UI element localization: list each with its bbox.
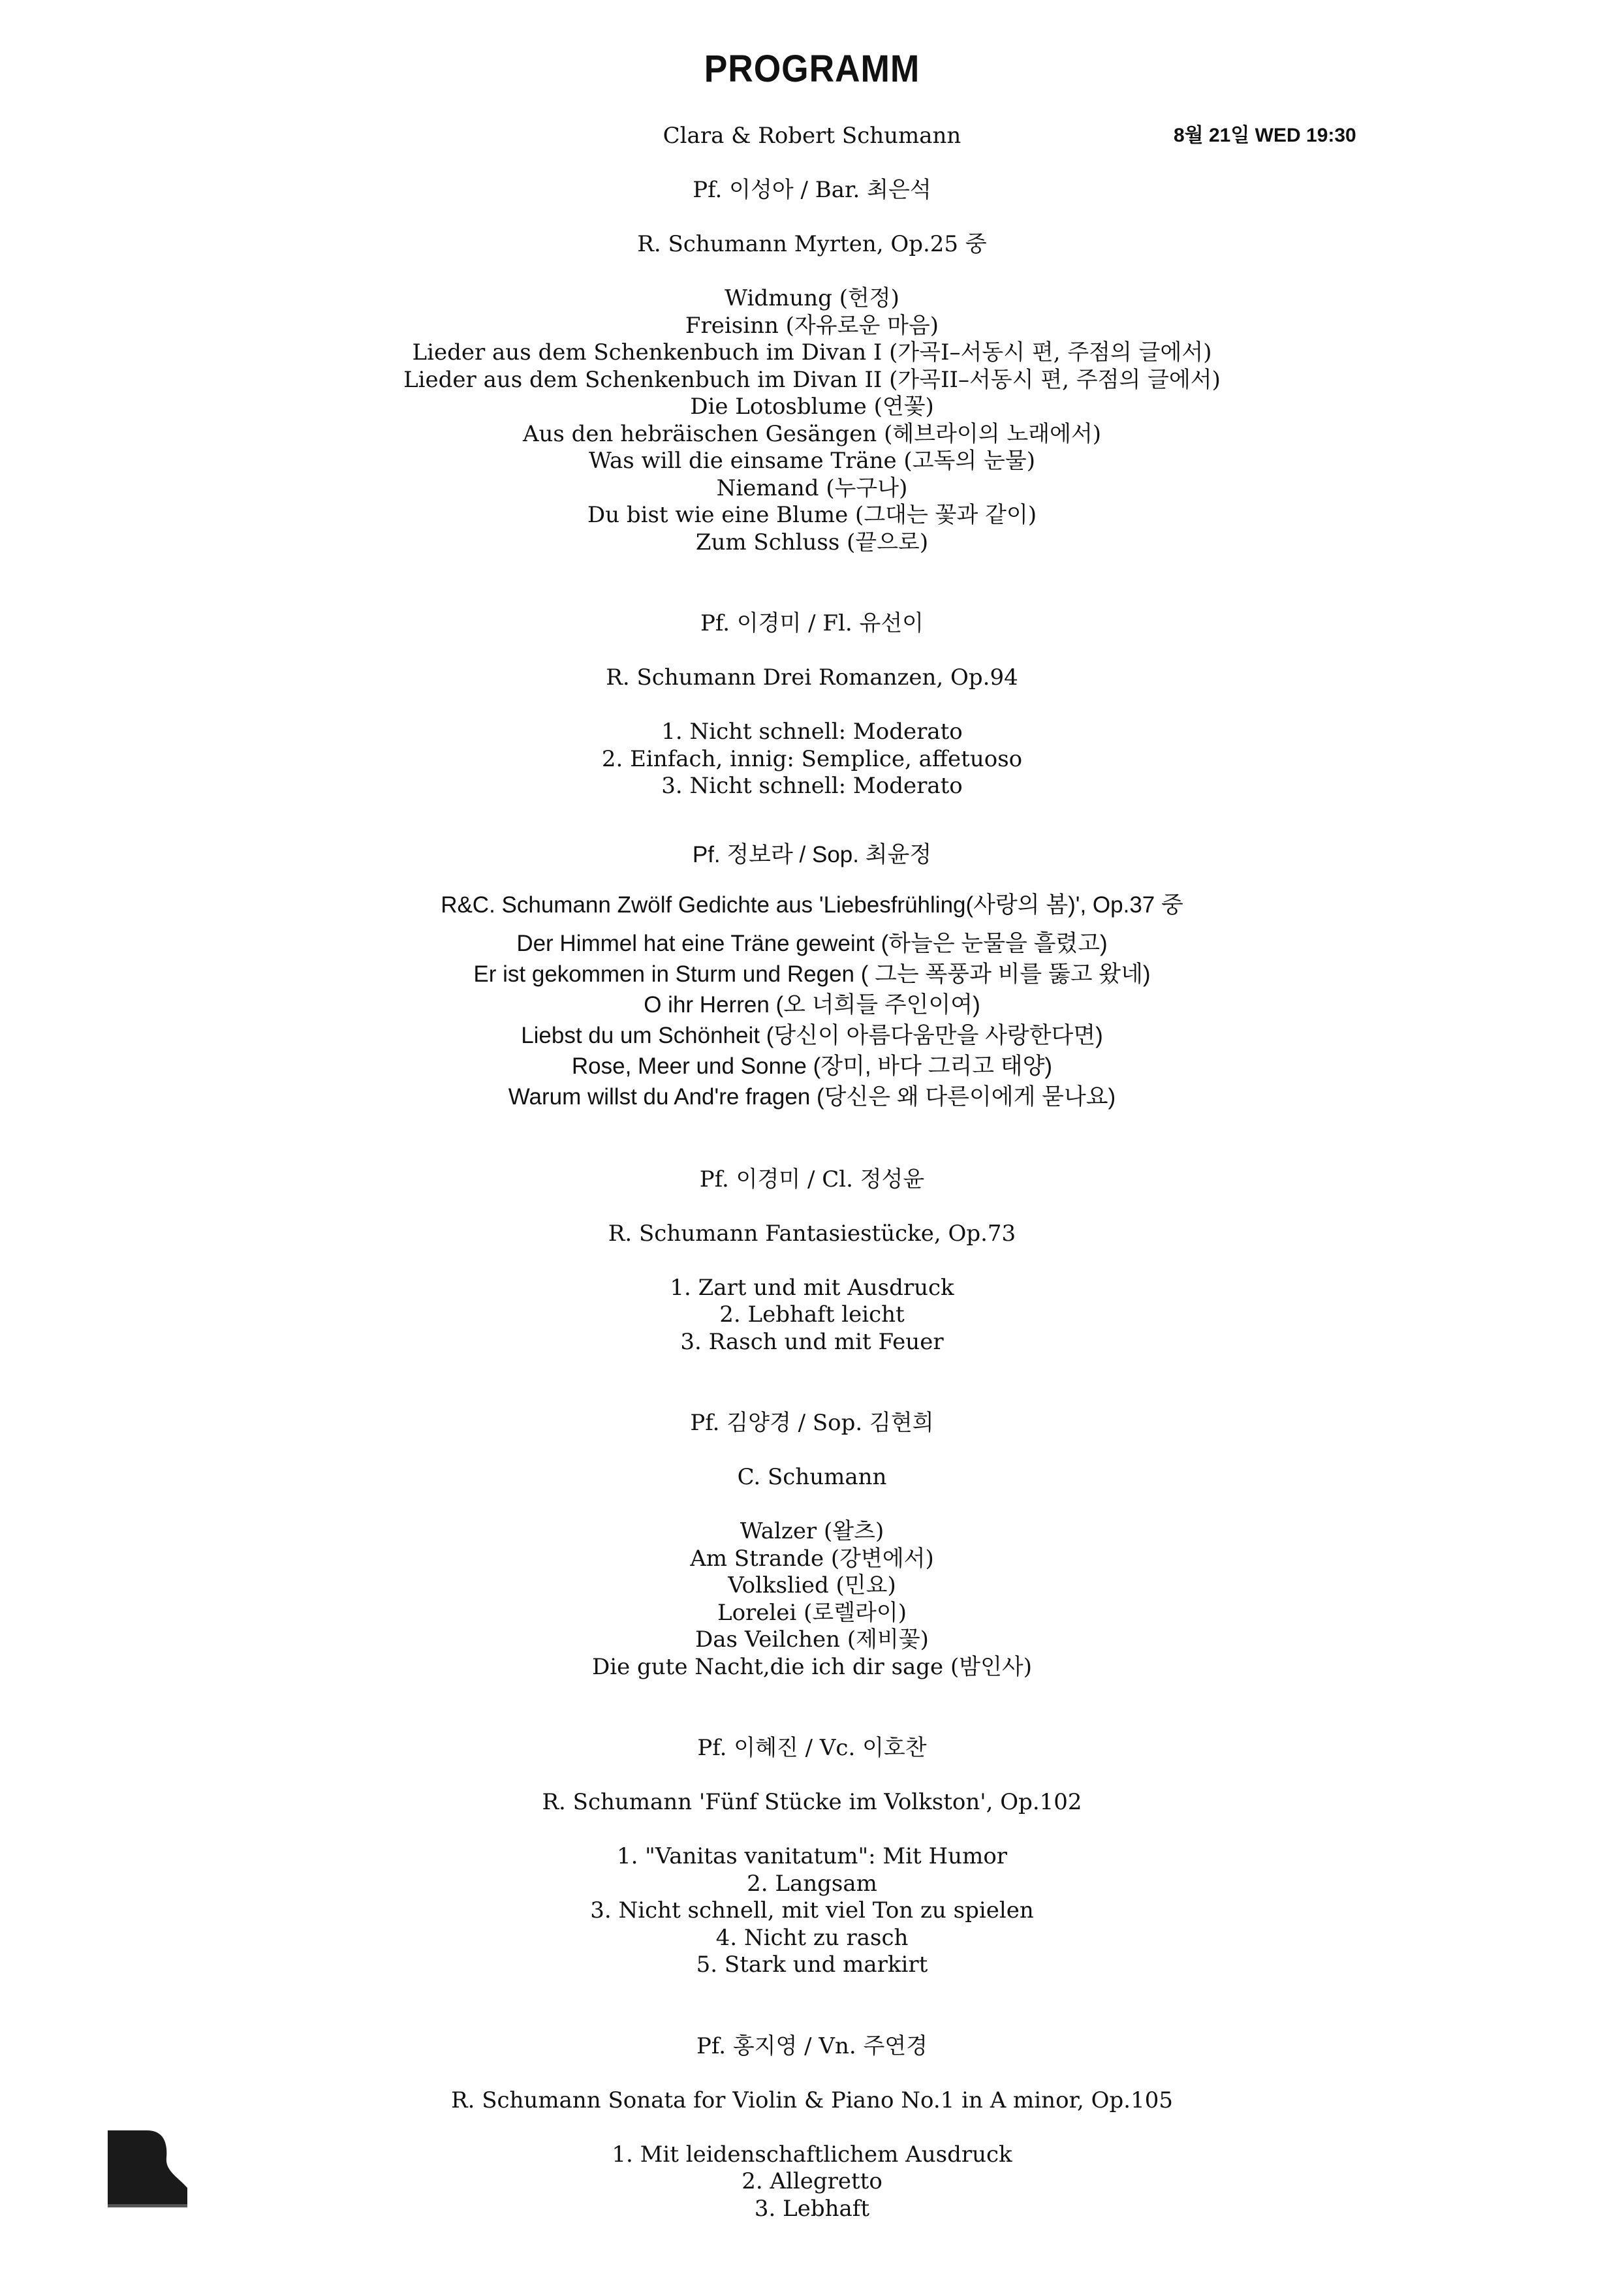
list-item: 1. Mit leidenschaftlichem Ausdruck bbox=[612, 2141, 1012, 2168]
list-item: Der Himmel hat eine Träne geweint (하늘은 눈물을 흘렸고) bbox=[516, 930, 1108, 956]
list-item: Am Strande (강변에서) bbox=[690, 1545, 934, 1572]
program-section-sans bbox=[0, 839, 1624, 1112]
list-item: Volkslied (민요) bbox=[728, 1572, 896, 1598]
performers-line: Pf. 이경미 / Fl. 유선이 bbox=[700, 610, 924, 636]
performers-line: Pf. 정보라 / Sop. 최윤정 bbox=[692, 841, 932, 867]
list-item: 2. Langsam bbox=[747, 1870, 877, 1897]
page-title: PROGRAMM bbox=[704, 48, 920, 90]
list-item: Rose, Meer und Sonne (장미, 바다 그리고 태양) bbox=[571, 1053, 1053, 1079]
list-item: Zum Schluss (끝으로) bbox=[695, 529, 929, 555]
performers-line: Pf. 이혜진 / Vc. 이호찬 bbox=[697, 1735, 927, 1761]
list-item: Lieder aus dem Schenkenbuch im Divan I (가곡I–서동시 편, 주점의 글에서) bbox=[412, 339, 1212, 366]
list-item: Walzer (왈츠) bbox=[740, 1518, 884, 1544]
list-item: 5. Stark und markirt bbox=[696, 1952, 928, 1978]
work-title: R. Schumann Myrten, Op.25 중 bbox=[637, 231, 987, 257]
list-item: Niemand (누구나) bbox=[716, 475, 908, 501]
list-item: 1. Nicht schnell: Moderato bbox=[661, 719, 963, 745]
concert-date: 8월 21일 WED 19:30 bbox=[1174, 125, 1356, 146]
list-item: 4. Nicht zu rasch bbox=[715, 1924, 909, 1951]
list-item: 2. Allegretto bbox=[742, 2168, 882, 2194]
list-item: 1. "Vanitas vanitatum": Mit Humor bbox=[616, 1843, 1008, 1869]
list-item: Freisinn (자유로운 마음) bbox=[685, 312, 939, 339]
performers-line: Pf. 이성아 / Bar. 최은석 bbox=[693, 177, 931, 203]
performers-line: Pf. 이경미 / Cl. 정성윤 bbox=[699, 1166, 925, 1192]
work-title: R. Schumann 'Fünf Stücke im Volkston', Op.102 bbox=[542, 1789, 1082, 1815]
list-item: 3. Rasch und mit Feuer bbox=[680, 1328, 944, 1355]
list-item: Lorelei (로렐라이) bbox=[717, 1599, 907, 1626]
performers-line: Pf. 홍지영 / Vn. 주연경 bbox=[696, 2032, 928, 2059]
list-item: Warum willst du And're fragen (당신은 왜 다른이에게 묻나요) bbox=[508, 1083, 1116, 1110]
list-item: Du bist wie eine Blume (그대는 꽃과 같이) bbox=[587, 502, 1037, 528]
performers-line: Pf. 김양경 / Sop. 김현희 bbox=[690, 1410, 934, 1436]
list-item: Lieder aus dem Schenkenbuch im Divan II (가곡II–서동시 편, 주점의 글에서) bbox=[403, 366, 1221, 393]
work-title: R. Schumann Sonata for Violin & Piano No.1 in A minor, Op.105 bbox=[450, 2087, 1174, 2113]
list-item: 2. Einfach, innig: Semplice, affetuoso bbox=[601, 745, 1023, 772]
program-header: Clara & Robert Schumann bbox=[663, 123, 961, 149]
work-title: C. Schumann bbox=[737, 1464, 887, 1490]
list-item: 2. Lebhaft leicht bbox=[719, 1301, 905, 1328]
piano-logo-icon bbox=[108, 2130, 187, 2207]
list-item: Die Lotosblume (연꽃) bbox=[690, 394, 934, 420]
program-list bbox=[0, 123, 1624, 2222]
work-title: R. Schumann Drei Romanzen, Op.94 bbox=[606, 664, 1018, 691]
list-item: Liebst du um Schönheit (당신이 아름다움만을 사랑한다면) bbox=[521, 1022, 1103, 1048]
list-item: 3. Lebhaft bbox=[754, 2195, 870, 2222]
list-item: Er ist gekommen in Sturm und Regen ( 그는 폭풍과 비를 뚫고 왔네) bbox=[473, 961, 1151, 987]
list-item: 3. Nicht schnell: Moderato bbox=[661, 773, 963, 799]
list-item: Das Veilchen (제비꽃) bbox=[695, 1627, 929, 1653]
work-title: R&C. Schumann Zwölf Gedichte aus 'Liebesfrühling(사랑의 봄)', Op.37 중 bbox=[441, 892, 1183, 918]
list-item: Aus den hebräischen Gesängen (헤브라이의 노래에서) bbox=[522, 420, 1102, 447]
list-item: 3. Nicht schnell, mit viel Ton zu spielen bbox=[590, 1897, 1034, 1923]
list-item: Die gute Nacht,die ich dir sage (밤인사) bbox=[591, 1653, 1033, 1680]
list-item: Widmung (헌정) bbox=[725, 285, 899, 311]
work-title: R. Schumann Fantasiestücke, Op.73 bbox=[608, 1220, 1016, 1247]
list-item: O ihr Herren (오 너희들 주인이여) bbox=[644, 991, 980, 1018]
list-item: Was will die einsame Träne (고독의 눈물) bbox=[589, 448, 1035, 474]
list-item: 1. Zart und mit Ausdruck bbox=[670, 1274, 954, 1301]
